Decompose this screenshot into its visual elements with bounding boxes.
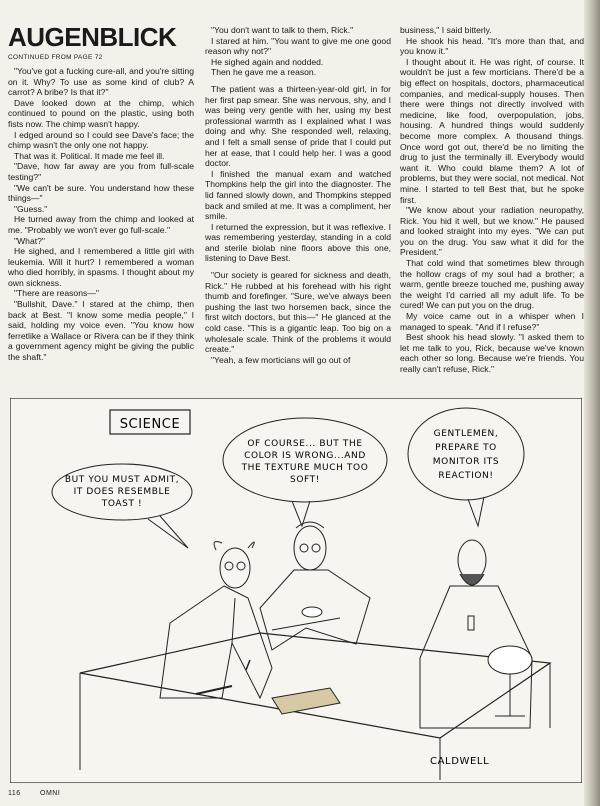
bubble-right-line: PREPARE TO: [435, 443, 497, 453]
paragraph: The patient was a thirteen-year-old girl, in for her first pap smear. She was nervous, shy, and I was being very gentle with her, using my best professional warmth as I explained what I was doing and why. She responded well, relaxing, and I felt a small sense of pride that I could put her at ease, that I could help her. I was a good doctor.: [205, 83, 391, 169]
paragraph: "Dave, how far away are you from full-scale testing?": [8, 161, 194, 182]
page-spine-shadow: [584, 0, 600, 806]
bubble-right-line: MONITOR ITS: [432, 457, 500, 467]
text-column-3: [400, 25, 584, 375]
paragraph: He shook his head. "It's more than that, and you know it.": [400, 35, 584, 57]
paragraph: He turned away from the chimp and looked at me. "Probably we won't ever go full-scale.": [8, 214, 194, 235]
paragraph: "You've got a fucking cure-all, and you're sitting on it. Why? To use as some kind of club? A carrot? A bribe? Is that it?": [8, 66, 194, 98]
paragraph: I stared at him. "You want to give me one good reason why not?": [205, 35, 391, 57]
paragraph: I returned the expression, but it was reflexive. I was remembering yesterday, standing in a cold and sterile biolab nine floors above this one, listening to Dave Best.: [205, 221, 391, 264]
paragraph: I thought about it. He was right, of course. It wouldn't be just a few morticians. There'd be a big effect on hospitals, doctors, pharmaceutical companies, and medical-supply houses. Then there were things not directly involved with medicine, like food, overpopulation, jobs, housing. A hundred things would suddenly become more complex. A thousand things. Once word got out, there'd be no limiting the drug to just the terminally ill. Everybody would want it. Who could blame them? A lot of problems, but they were social, not medical. Not mine. I started to tell Best that, but he spoke first.: [400, 56, 584, 205]
paragraph: "Yeah, a few morticians will go out of: [211, 354, 351, 365]
paragraph: business," I said bitterly.: [400, 25, 492, 35]
paragraph: My voice came out in a whisper when I managed to speak. "And if I refuse?": [400, 311, 584, 332]
paragraph: That was it. Political. It made me feel ill.: [14, 150, 165, 161]
paragraph: "Bullshit, Dave." I stared at the chimp, then back at Best. "I know some media people," I said, holding my voice even. "You know how ferretlike a Wallace or Rivera can be if they think a government agency might be giving the public the shaft.": [8, 299, 194, 363]
bubble-center-line: SOFT!: [290, 475, 320, 485]
story-headline: AUGENBLICK: [8, 22, 177, 52]
text-column-2: [205, 25, 391, 365]
bubble-center-line: OF COURSE... BUT THE: [247, 439, 363, 449]
continued-note: CONTINUED FROM PAGE 72: [8, 54, 103, 61]
bubble-center-line: THE TEXTURE MUCH TOO: [241, 463, 369, 473]
paragraph: Best shook his head slowly. "I asked them to let me talk to you, Rick, because we've known each other so long. Because we're friends. You really can't refuse, Rick.": [400, 332, 584, 374]
paragraph: He sighed, and I remembered a little girl with leukemia. Will it hurt? I remembered a woman who died horribly, in spasms. I thought about my own sickness.: [8, 246, 194, 288]
bubble-left-line: BUT YOU MUST ADMIT,: [64, 475, 180, 485]
paragraph: Then he gave me a reason.: [211, 67, 317, 78]
page-number: 116: [8, 790, 21, 797]
paragraph: That cold wind that sometimes blew through the hollow crags of my soul had a brother; a warm, gentle breeze touched me, pushing away the weight I'd carried all my adult life. To be cured! We can put you on the drug.: [400, 258, 584, 311]
paragraph: "Guess.": [14, 203, 48, 214]
bubble-left-line: IT DOES RESEMBLE: [73, 487, 171, 497]
paragraph: "Our society is geared for sickness and death, Rick." He rubbed at his forehead with his right thumb and forefinger. "Sure, we've always been pushing the last two horsemen back, since the first witch doctors, but this—" He glanced at the cold case. "This is a gigantic leap. Too big on a wholesale scale. Think of the problems it would create.": [205, 270, 391, 355]
bubble-left-line: TOAST !: [101, 499, 143, 509]
bubble-right-line: GENTLEMEN,: [433, 429, 499, 439]
paragraph: I edged around so I could see Dave's face; the chimp wasn't the only one not happy.: [8, 129, 194, 151]
artist-signature: CALDWELL: [430, 756, 490, 767]
magazine-name: OMNI: [40, 790, 61, 797]
science-sign-text: SCIENCE: [119, 417, 181, 432]
paragraph: He sighed again and nodded.: [211, 56, 324, 67]
paragraph: "There are reasons—": [14, 288, 99, 299]
paragraph: "We can't be sure. You understand how these things—": [8, 182, 194, 204]
paragraph: Dave looked down at the chimp, which continued to pound on the plastic, using both fists now. The chimp wasn't happy.: [8, 97, 194, 129]
bubble-right-line: REACTION!: [438, 471, 494, 481]
paragraph: "We know about your radiation neuropathy, Rick. You hid it well, but we know." He paused and looked straight into my eyes. "We can put you on the drug. You saw what it did for the President.": [400, 205, 584, 258]
text-column-1: [8, 66, 194, 363]
paragraph: "You don't want to talk to them, Rick.": [211, 25, 354, 35]
paragraph: "What?": [14, 235, 45, 246]
bubble-center-line: COLOR IS WRONG...AND: [244, 451, 366, 461]
science-cartoon: [10, 398, 582, 783]
paragraph: I finished the manual exam and watched Thompkins help the girl into the diagnoster. The lid fanned slowly down, and Thompkins stepped back and smiled at me. It was a compliment, her smile.: [205, 168, 391, 222]
